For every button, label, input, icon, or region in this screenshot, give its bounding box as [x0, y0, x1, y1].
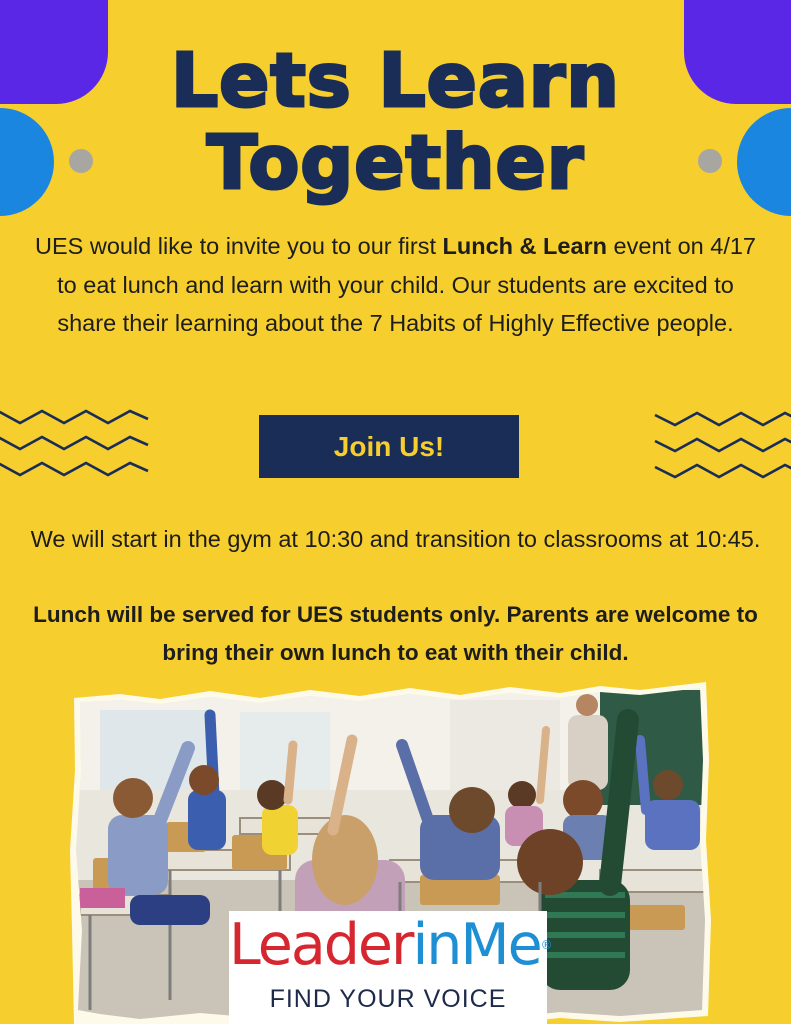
leader-in-me-logo [229, 911, 553, 1024]
logo-wordmark [229, 912, 553, 978]
event-name: Lunch & Learn [442, 233, 608, 259]
invitation-text-part1: UES would like to invite you to our first [35, 233, 443, 259]
schedule-text: We will start in the gym at 10:30 and transition to classrooms at 10:45. [30, 526, 761, 552]
registered-mark: ® [540, 938, 553, 952]
title-line-1: Lets Learn [171, 38, 620, 124]
logo-word-in-me: inMe [412, 912, 541, 978]
logo-word-leader: Leader [229, 912, 413, 978]
logo-tagline: FIND YOUR VOICE [269, 985, 507, 1013]
invitation-text-part2: event on 4/17 to eat lunch and learn with your child. Our students are excited to share their learning about the 7 Habits of Highly Effective people. [57, 233, 756, 336]
title-line-2: Together [206, 120, 585, 206]
join-us-button[interactable]: Join Us! [259, 415, 519, 478]
lunch-note: Lunch will be served for UES students only. Parents are welcome to bring their own lunch to eat with their child. [33, 602, 758, 665]
